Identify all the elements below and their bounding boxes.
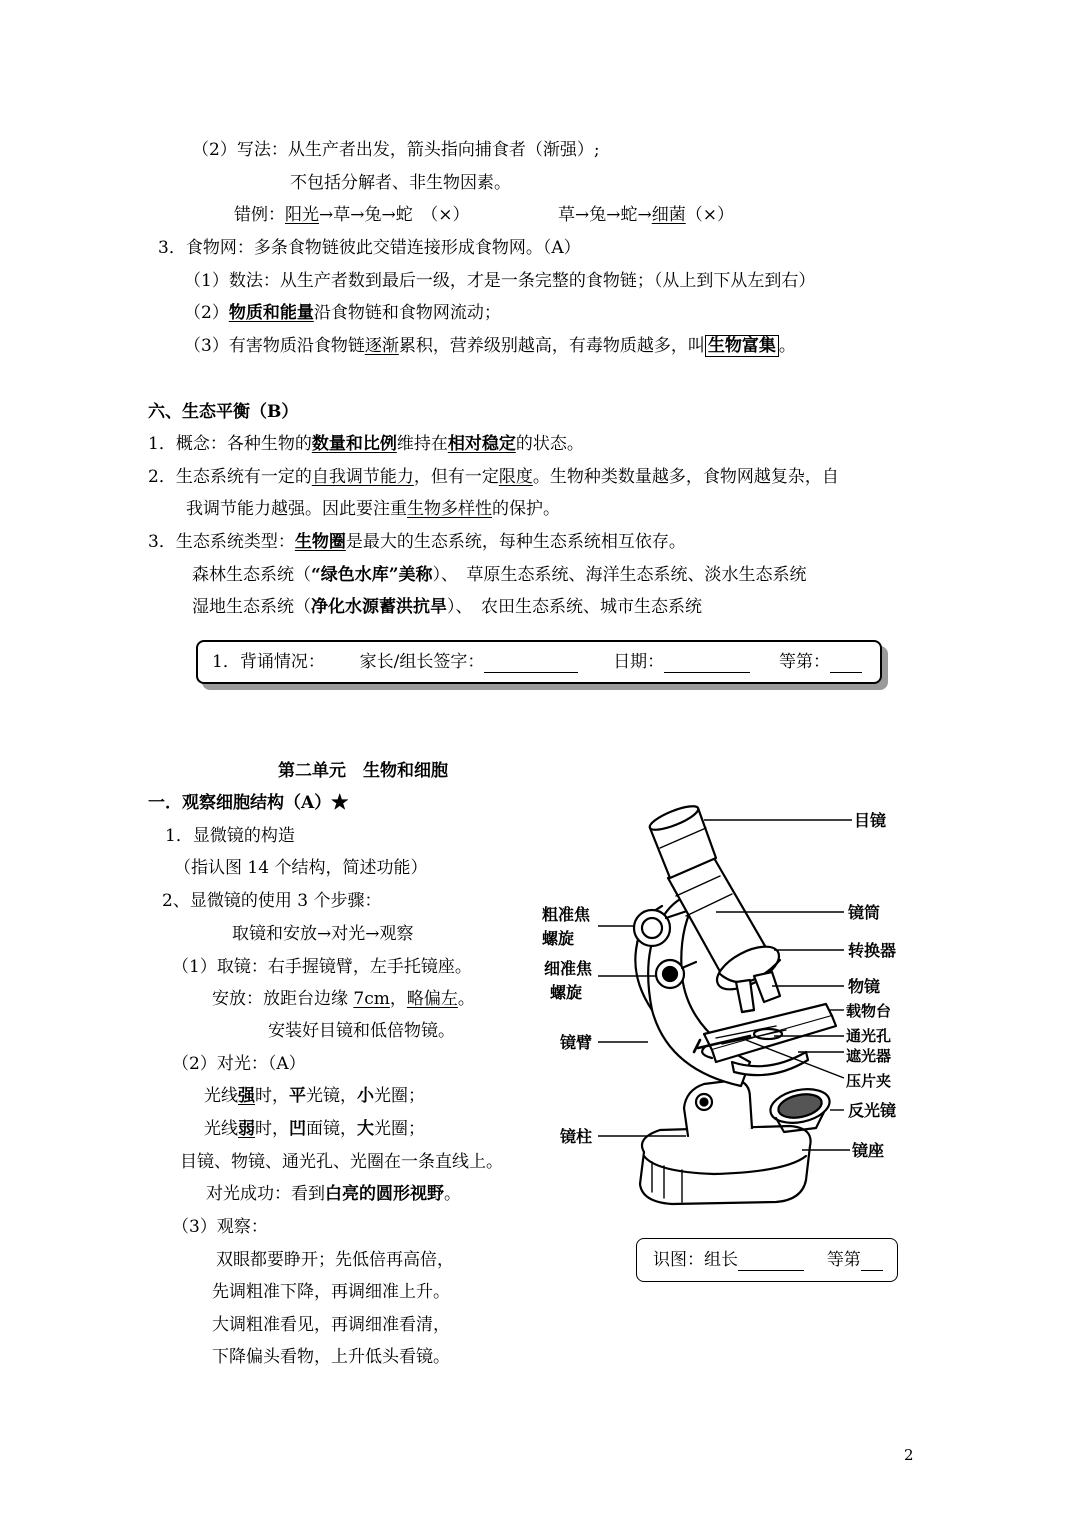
page-number: 2: [904, 1446, 914, 1464]
observe-line-2: 先调粗准下降，再调细准上升。: [212, 1282, 450, 1302]
label-stage: 载物台: [846, 1002, 892, 1020]
food-web-item-1: （1）数法：从生产者数到最后一级，才是一条完整的食物链；（从上到下从左到右）: [184, 271, 816, 291]
unit-title: 第二单元 生物和细胞: [278, 761, 448, 781]
wrong-example-2: 草→兔→蛇→细菌（×）: [558, 205, 734, 225]
signer-label: 家长/组长签字：: [359, 652, 485, 672]
label-pillar: 镜柱: [560, 1127, 593, 1146]
grade-field[interactable]: [830, 654, 862, 673]
label-mirror: 反光镜: [848, 1101, 897, 1120]
food-web-item-3: （3）有害物质沿食物链逐渐累积，营养级别越高，有毒物质越多，叫 生物富集 。: [184, 336, 796, 356]
observe-title: （3）观察：: [172, 1217, 268, 1237]
light-title: （2）对光：（A）: [172, 1054, 306, 1074]
usage-steps: 取镜和安放→对光→观察: [232, 924, 414, 944]
balance-regulation-cont: 我调节能力越强。因此要注重生物多样性的保护。: [186, 499, 560, 519]
usage-item: 2、显微镜的使用 3 个步骤：: [162, 891, 382, 911]
light-success: 对光成功：看到白亮的圆形视野。: [206, 1184, 461, 1204]
ecosystem-types-2: 湿地生态系统（净化水源蓄洪抗旱）、 农田生态系统、城市生态系统: [192, 597, 702, 617]
writing-rule: （2）写法：从生产者出发，箭头指向捕食者（渐强）;: [192, 140, 600, 160]
signer-field[interactable]: [484, 654, 578, 673]
label-fine-1: 细准焦: [544, 959, 593, 978]
date-field[interactable]: [664, 654, 750, 673]
identify-grade-field[interactable]: [861, 1252, 883, 1271]
light-weak: 光线弱时，凹面镜，大光圈；: [204, 1119, 425, 1139]
identify-label: 识图：组长: [653, 1250, 738, 1270]
label-coarse-2: 螺旋: [542, 929, 575, 948]
stage-shape: [702, 1004, 836, 1062]
label-objective: 物镜: [848, 977, 881, 996]
label-arm: 镜臂: [560, 1033, 593, 1052]
balance-heading: 六、生态平衡（B）: [148, 402, 299, 422]
balance-regulation: 2．生态系统有一定的自我调节能力，但有一定限度。生物种类数量越多，食物网越复杂，自: [148, 467, 839, 487]
label-diaphragm: 遮光器: [846, 1047, 892, 1065]
label-base: 镜座: [852, 1141, 885, 1160]
section-heading: 一．观察细胞结构（A）★: [148, 793, 349, 813]
leader-sign-field[interactable]: [738, 1252, 804, 1271]
balance-types: 3．生态系统类型：生物圈是最大的生态系统，每种生态系统相互依存。: [148, 532, 686, 552]
observe-line-3: 大调粗准看见，再调细准看清，: [212, 1315, 450, 1335]
label-nosepiece: 转换器: [848, 941, 897, 960]
identify-grade-label: 等第: [826, 1250, 861, 1270]
date-label: 日期：: [613, 652, 665, 672]
structure-note: （指认图 14 个结构，简述功能）: [174, 858, 428, 878]
observe-line-4: 下降偏头看物，上升低头看镜。: [212, 1347, 450, 1367]
microscope-diagram: [536, 800, 908, 1212]
structure-item: 1．显微镜的构造: [165, 826, 295, 846]
install-step: 安装好目镜和低倍物镜。: [268, 1021, 455, 1041]
line-up-rule: 目镜、物镜、通光孔、光圈在一条直线上。: [180, 1152, 503, 1172]
balance-concept: 1．概念：各种生物的数量和比例维持在相对稳定的状态。: [148, 434, 584, 454]
base-shape: [640, 1126, 811, 1204]
grade-label: 等第：: [779, 652, 830, 672]
label-eyepiece: 目镜: [854, 811, 887, 830]
place-step: 安放：放距台边缘 7cm，略偏左。: [212, 989, 475, 1009]
fine-knob-shape: [656, 960, 696, 988]
recite-sign-box: [196, 640, 882, 684]
writing-note: 不包括分解者、非生物因素。: [290, 173, 511, 193]
ecosystem-types-1: 森林生态系统（“绿色水库”美称）、 草原生态系统、海洋生态系统、淡水生态系统: [192, 565, 807, 585]
food-web-title: 3．食物网：多条食物链彼此交错连接形成食物网。（A）: [158, 238, 581, 258]
pillar-shape: [684, 1080, 752, 1136]
mirror-shape: [767, 1084, 832, 1132]
recite-label: 1．背诵情况：: [212, 652, 325, 672]
observe-line-1: 双眼都要睁开；先低倍再高倍，: [216, 1250, 454, 1270]
identify-box: [636, 1238, 898, 1282]
label-clip: 压片夹: [846, 1072, 892, 1090]
wrong-examples: 错例：阳光→草→兔→蛇 （×）: [234, 205, 470, 225]
label-aperture: 通光孔: [846, 1027, 892, 1045]
label-fine-2: 螺旋: [550, 983, 583, 1002]
food-web-item-2: （2）物质和能量沿食物链和食物网流动；: [184, 303, 501, 323]
take-step: （1）取镜：右手握镜臂，左手托镜座。: [172, 957, 472, 977]
light-strong: 光线强时，平光镜，小光圈；: [204, 1086, 425, 1106]
label-tube: 镜筒: [848, 903, 881, 922]
label-coarse-1: 粗准焦: [542, 905, 591, 924]
